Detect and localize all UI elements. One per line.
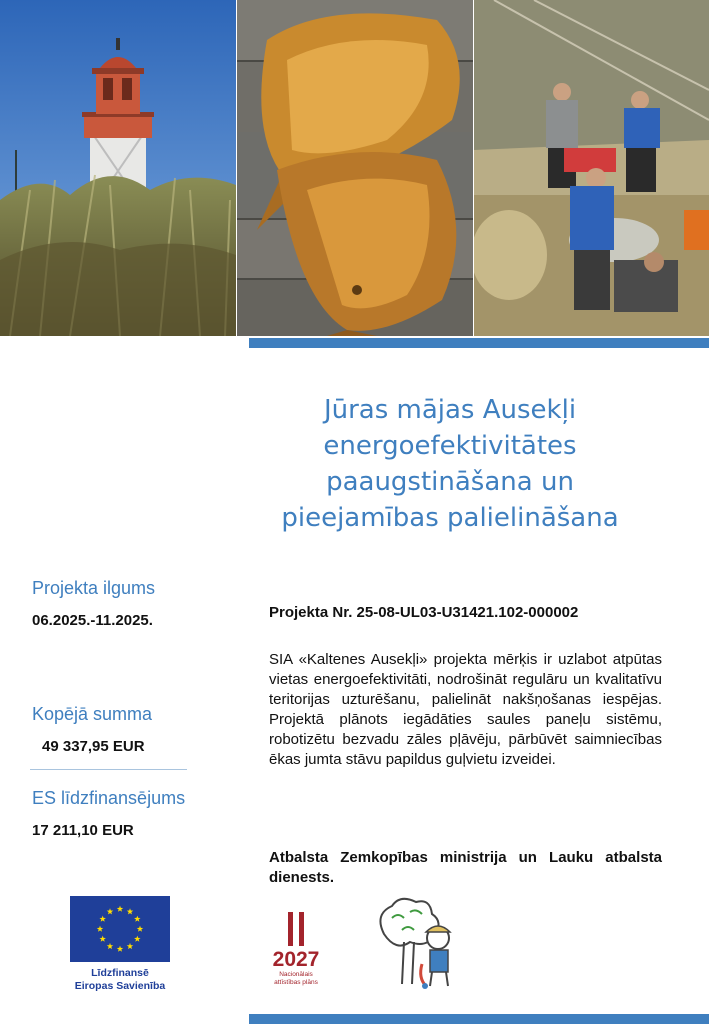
eu-star: [99, 936, 105, 942]
eu-star: [117, 946, 123, 952]
duration-value: 06.2025.-11.2025.: [32, 612, 153, 629]
eu-caption-line-1: Līdzfinansē: [91, 967, 149, 979]
eu-star: [134, 916, 140, 922]
smoked-fish-photo: [237, 0, 473, 336]
title-line-1: Jūras mājas Ausekļi: [323, 395, 577, 425]
eu-cofinancing-value: 17 211,10 EUR: [32, 822, 134, 839]
lighthouse-photo: [0, 0, 236, 336]
accent-bar-top: [249, 338, 709, 348]
eu-caption-line-2: Eiropas Savienība: [74, 980, 166, 992]
eu-cofinancing-label: ES līdzfinansējums: [32, 788, 186, 808]
title-line-4: pieejamības palielināšana: [281, 503, 619, 533]
eu-star: [127, 908, 133, 914]
divider: [30, 769, 187, 770]
support-statement: Atbalsta Zemkopības ministrija un Lauku atbalsta dienests.: [269, 849, 662, 886]
header-photo-strip: [0, 0, 709, 336]
project-title: [230, 392, 670, 536]
tree-child-logo-icon: [374, 894, 466, 990]
project-number: Projekta Nr. 25-08-UL03-U31421.102-000002: [269, 604, 579, 621]
total-sum-value: 49 337,95 EUR: [42, 738, 145, 755]
eu-star: [117, 906, 123, 912]
eu-star: [127, 943, 133, 949]
national-plan-logo: [262, 908, 332, 988]
eu-caption: [40, 967, 200, 993]
eu-star: [134, 936, 140, 942]
accent-bar-bottom: [249, 1014, 709, 1024]
eu-star: [107, 908, 113, 914]
eu-star: [99, 916, 105, 922]
plan-caption-line-2: attīstības plāns: [274, 979, 318, 986]
plan-caption-line-1: Nacionālais: [279, 971, 313, 978]
eu-flag-icon: [70, 896, 170, 962]
eu-star: [97, 926, 103, 932]
title-line-3: paaugstināšana un: [326, 467, 574, 497]
plan-year: 2027: [272, 948, 320, 971]
duration-label: Projekta ilgums: [32, 578, 156, 598]
eu-star: [107, 943, 113, 949]
eu-star: [137, 926, 143, 932]
fishermen-boat-photo: [474, 0, 709, 336]
total-sum-label: Kopējā summa: [32, 704, 153, 724]
title-line-2: energoefektivitātes: [323, 431, 577, 461]
project-description: SIA «Kaltenes Ausekļi» projekta mērķis ir uzlabot atpūtas vietas energoefektivitāti, nodrošināt regulāru un kvalitatīvu teritorijas uzturēšanu, palielināt nakšņošanas iespējas. Projektā plānots iegādāties saules paneļu sistēmu, robotizētu bezvadu zāles pļāvēju, pārbūvēt saimniecības ēkas jumta stāvu papildus guļvietu izveidei.: [269, 651, 662, 768]
